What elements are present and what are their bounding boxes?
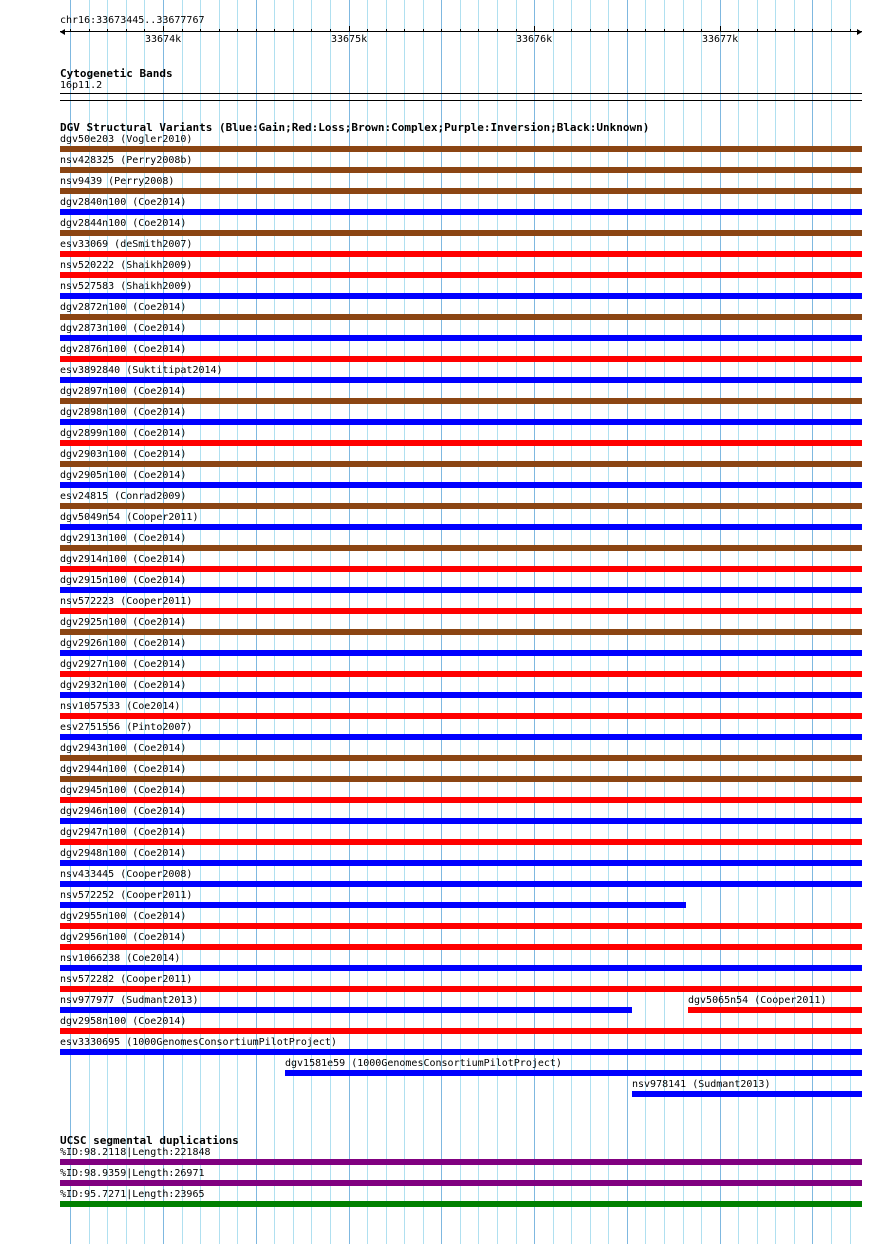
ruler-tick: [70, 29, 71, 32]
feature-bar[interactable]: [60, 377, 862, 383]
ruler-tick-label: 33676k: [516, 34, 553, 45]
feature-label[interactable]: %ID:98.2118|Length:221848: [60, 1147, 211, 1158]
feature-label[interactable]: nsv428325 (Perry2008b): [60, 155, 193, 166]
ruler-tick: [274, 29, 275, 32]
segdup-track-title: UCSC segmental duplications: [60, 1134, 239, 1147]
feature-label[interactable]: nsv520222 (Shaikh2009): [60, 260, 193, 271]
feature-label[interactable]: %ID:98.9359|Length:26971: [60, 1168, 205, 1179]
feature-label[interactable]: nsv572282 (Cooper2011): [60, 974, 193, 985]
feature-bar[interactable]: [60, 1180, 862, 1186]
cytoband-line-bottom: [60, 100, 862, 101]
ruler-tick: [497, 29, 498, 32]
ruler-right-arrow-icon: [857, 29, 862, 35]
feature-label[interactable]: %ID:95.7271|Length:23965: [60, 1189, 205, 1200]
feature-bar[interactable]: [60, 629, 862, 635]
grid-line: [701, 0, 702, 1244]
ruler-tick: [293, 29, 294, 32]
feature-bar[interactable]: [60, 524, 862, 530]
dgv-track-title: DGV Structural Variants (Blue:Gain;Red:Loss;Brown:Complex;Purple:Inversion;Black:Unknown): [60, 121, 650, 134]
grid-line: [627, 0, 628, 1244]
ruler-tick: [478, 29, 479, 32]
ruler-tick: [163, 26, 164, 32]
feature-label[interactable]: dgv2903n100 (Coe2014): [60, 449, 187, 460]
ruler-axis: [60, 31, 862, 32]
grid-line: [757, 0, 758, 1244]
feature-label[interactable]: dgv2873n100 (Coe2014): [60, 323, 187, 334]
ruler-tick: [200, 29, 201, 32]
feature-label[interactable]: dgv2943n100 (Coe2014): [60, 743, 187, 754]
feature-label[interactable]: dgv2915n100 (Coe2014): [60, 575, 187, 586]
feature-label[interactable]: dgv5065n54 (Cooper2011): [688, 995, 827, 1006]
ruler-tick: [423, 29, 424, 32]
feature-label[interactable]: dgv50e203 (Vogler2010): [60, 134, 193, 145]
feature-label[interactable]: dgv2872n100 (Coe2014): [60, 302, 187, 313]
grid-line: [219, 0, 220, 1244]
grid-line: [237, 0, 238, 1244]
feature-label[interactable]: dgv2914n100 (Coe2014): [60, 554, 187, 565]
feature-bar[interactable]: [285, 1070, 862, 1076]
feature-bar[interactable]: [60, 230, 862, 236]
feature-bar[interactable]: [60, 440, 862, 446]
cytoband-label: 16p11.2: [60, 80, 103, 91]
cytoband-track-title: Cytogenetic Bands: [60, 67, 173, 80]
ruler-tick: [831, 29, 832, 32]
ruler-tick: [850, 29, 851, 32]
feature-bar[interactable]: [60, 1201, 862, 1207]
feature-bar[interactable]: [60, 818, 862, 824]
feature-label[interactable]: dgv2926n100 (Coe2014): [60, 638, 187, 649]
ruler-tick: [794, 29, 795, 32]
ruler-tick: [89, 29, 90, 32]
feature-bar[interactable]: [60, 1007, 632, 1013]
grid-line: [683, 0, 684, 1244]
feature-label[interactable]: dgv2844n100 (Coe2014): [60, 218, 187, 229]
ruler-tick: [311, 29, 312, 32]
ruler-tick: [126, 29, 127, 32]
ruler-tick: [534, 26, 535, 32]
feature-bar[interactable]: [60, 398, 862, 404]
ruler-tick: [144, 29, 145, 32]
feature-bar[interactable]: [60, 167, 862, 173]
ruler-tick: [553, 29, 554, 32]
ruler-tick: [757, 29, 758, 32]
grid-line: [608, 0, 609, 1244]
feature-label[interactable]: dgv2932n100 (Coe2014): [60, 680, 187, 691]
feature-label[interactable]: esv3330695 (1000GenomesConsortiumPilotProject): [60, 1037, 337, 1048]
ruler-tick-label: 33677k: [702, 34, 739, 45]
feature-label[interactable]: dgv2948n100 (Coe2014): [60, 848, 187, 859]
feature-label[interactable]: dgv1581e59 (1000GenomesConsortiumPilotProject): [285, 1058, 562, 1069]
feature-label[interactable]: esv2751556 (Pinto2007): [60, 722, 193, 733]
ruler-tick: [775, 29, 776, 32]
feature-bar[interactable]: [60, 1159, 862, 1165]
feature-bar[interactable]: [60, 734, 862, 740]
ruler-left-arrow-icon: [60, 29, 65, 35]
feature-label[interactable]: dgv2946n100 (Coe2014): [60, 806, 187, 817]
feature-bar[interactable]: [60, 209, 862, 215]
feature-label[interactable]: dgv2944n100 (Coe2014): [60, 764, 187, 775]
feature-bar[interactable]: [60, 356, 862, 362]
feature-bar[interactable]: [60, 860, 862, 866]
ruler-tick: [386, 29, 387, 32]
ruler-tick: [182, 29, 183, 32]
ruler-tick: [571, 29, 572, 32]
ruler-tick: [404, 29, 405, 32]
ruler-tick: [219, 29, 220, 32]
feature-label[interactable]: dgv2905n100 (Coe2014): [60, 470, 187, 481]
grid-line: [200, 0, 201, 1244]
feature-bar[interactable]: [60, 545, 862, 551]
feature-label[interactable]: esv3892840 (Suktitipat2014): [60, 365, 223, 376]
feature-label[interactable]: dgv2899n100 (Coe2014): [60, 428, 187, 439]
feature-bar[interactable]: [60, 272, 862, 278]
feature-label[interactable]: dgv2958n100 (Coe2014): [60, 1016, 187, 1027]
feature-label[interactable]: dgv2947n100 (Coe2014): [60, 827, 187, 838]
feature-bar[interactable]: [60, 902, 686, 908]
feature-label[interactable]: dgv2956n100 (Coe2014): [60, 932, 187, 943]
feature-bar[interactable]: [60, 314, 862, 320]
feature-label[interactable]: nsv978141 (Sudmant2013): [632, 1079, 771, 1090]
feature-bar[interactable]: [60, 944, 862, 950]
feature-bar[interactable]: [60, 335, 862, 341]
feature-bar[interactable]: [60, 293, 862, 299]
feature-label[interactable]: dgv2925n100 (Coe2014): [60, 617, 187, 628]
ruler-tick: [738, 29, 739, 32]
feature-bar[interactable]: [60, 566, 862, 572]
grid-line: [664, 0, 665, 1244]
ruler-tick-label: 33675k: [331, 34, 368, 45]
grid-line: [738, 0, 739, 1244]
feature-label[interactable]: nsv572223 (Cooper2011): [60, 596, 193, 607]
ruler-tick: [608, 29, 609, 32]
grid-line: [274, 0, 275, 1244]
feature-bar[interactable]: [60, 797, 862, 803]
feature-bar[interactable]: [60, 965, 862, 971]
feature-label[interactable]: dgv5049n54 (Cooper2011): [60, 512, 199, 523]
ruler-coordinates: chr16:33673445..33677767: [60, 15, 205, 26]
feature-label[interactable]: nsv572252 (Cooper2011): [60, 890, 193, 901]
feature-bar[interactable]: [60, 650, 862, 656]
feature-label[interactable]: nsv527583 (Shaikh2009): [60, 281, 193, 292]
ruler-tick: [812, 29, 813, 32]
feature-bar[interactable]: [60, 608, 862, 614]
ruler-tick: [256, 29, 257, 32]
ruler-tick: [107, 29, 108, 32]
ruler-tick: [516, 29, 517, 32]
feature-label[interactable]: dgv2945n100 (Coe2014): [60, 785, 187, 796]
feature-label[interactable]: dgv2876n100 (Coe2014): [60, 344, 187, 355]
feature-bar[interactable]: [60, 461, 862, 467]
feature-bar[interactable]: [60, 503, 862, 509]
grid-line: [590, 0, 591, 1244]
grid-line: [775, 0, 776, 1244]
ruler-tick: [720, 26, 721, 32]
grid-line: [794, 0, 795, 1244]
feature-label[interactable]: dgv2898n100 (Coe2014): [60, 407, 187, 418]
ruler-tick: [664, 29, 665, 32]
feature-bar[interactable]: [60, 692, 862, 698]
ruler-tick: [460, 29, 461, 32]
grid-line: [256, 0, 257, 1244]
grid-line: [571, 0, 572, 1244]
feature-bar[interactable]: [60, 923, 862, 929]
grid-line: [831, 0, 832, 1244]
feature-bar[interactable]: [688, 1007, 862, 1013]
ruler-tick: [441, 29, 442, 32]
feature-bar[interactable]: [60, 1049, 862, 1055]
feature-label[interactable]: dgv2927n100 (Coe2014): [60, 659, 187, 670]
grid-line: [720, 0, 721, 1244]
ruler-tick-label: 33674k: [145, 34, 182, 45]
feature-bar[interactable]: [60, 881, 862, 887]
feature-bar[interactable]: [60, 755, 862, 761]
grid-line: [645, 0, 646, 1244]
feature-bar[interactable]: [60, 671, 862, 677]
ruler-tick: [645, 29, 646, 32]
ruler-tick: [237, 29, 238, 32]
feature-label[interactable]: dgv2897n100 (Coe2014): [60, 386, 187, 397]
grid-line: [812, 0, 813, 1244]
ruler-tick: [627, 29, 628, 32]
ruler-tick: [330, 29, 331, 32]
feature-label[interactable]: nsv977977 (Sudmant2013): [60, 995, 199, 1006]
feature-label[interactable]: nsv433445 (Cooper2008): [60, 869, 193, 880]
ruler-tick: [683, 29, 684, 32]
feature-bar[interactable]: [60, 1028, 862, 1034]
feature-label[interactable]: dgv2840n100 (Coe2014): [60, 197, 187, 208]
feature-bar[interactable]: [60, 419, 862, 425]
cytoband-line-top: [60, 93, 862, 94]
feature-bar[interactable]: [60, 587, 862, 593]
feature-bar[interactable]: [60, 188, 862, 194]
feature-bar[interactable]: [60, 776, 862, 782]
feature-bar[interactable]: [60, 146, 862, 152]
feature-label[interactable]: dgv2955n100 (Coe2014): [60, 911, 187, 922]
ruler-tick: [349, 26, 350, 32]
feature-bar[interactable]: [60, 713, 862, 719]
feature-label[interactable]: esv33069 (deSmith2007): [60, 239, 193, 250]
feature-bar[interactable]: [60, 482, 862, 488]
ruler-tick: [590, 29, 591, 32]
feature-label[interactable]: nsv1057533 (Coe2014): [60, 701, 181, 712]
feature-bar[interactable]: [60, 986, 862, 992]
feature-label[interactable]: esv24815 (Conrad2009): [60, 491, 187, 502]
ruler-tick: [701, 29, 702, 32]
feature-bar[interactable]: [60, 839, 862, 845]
grid-line: [850, 0, 851, 1244]
feature-bar[interactable]: [60, 251, 862, 257]
feature-bar[interactable]: [632, 1091, 862, 1097]
ruler-tick: [367, 29, 368, 32]
feature-label[interactable]: dgv2913n100 (Coe2014): [60, 533, 187, 544]
feature-label[interactable]: nsv1066238 (Coe2014): [60, 953, 181, 964]
feature-label[interactable]: nsv9439 (Perry2008): [60, 176, 175, 187]
